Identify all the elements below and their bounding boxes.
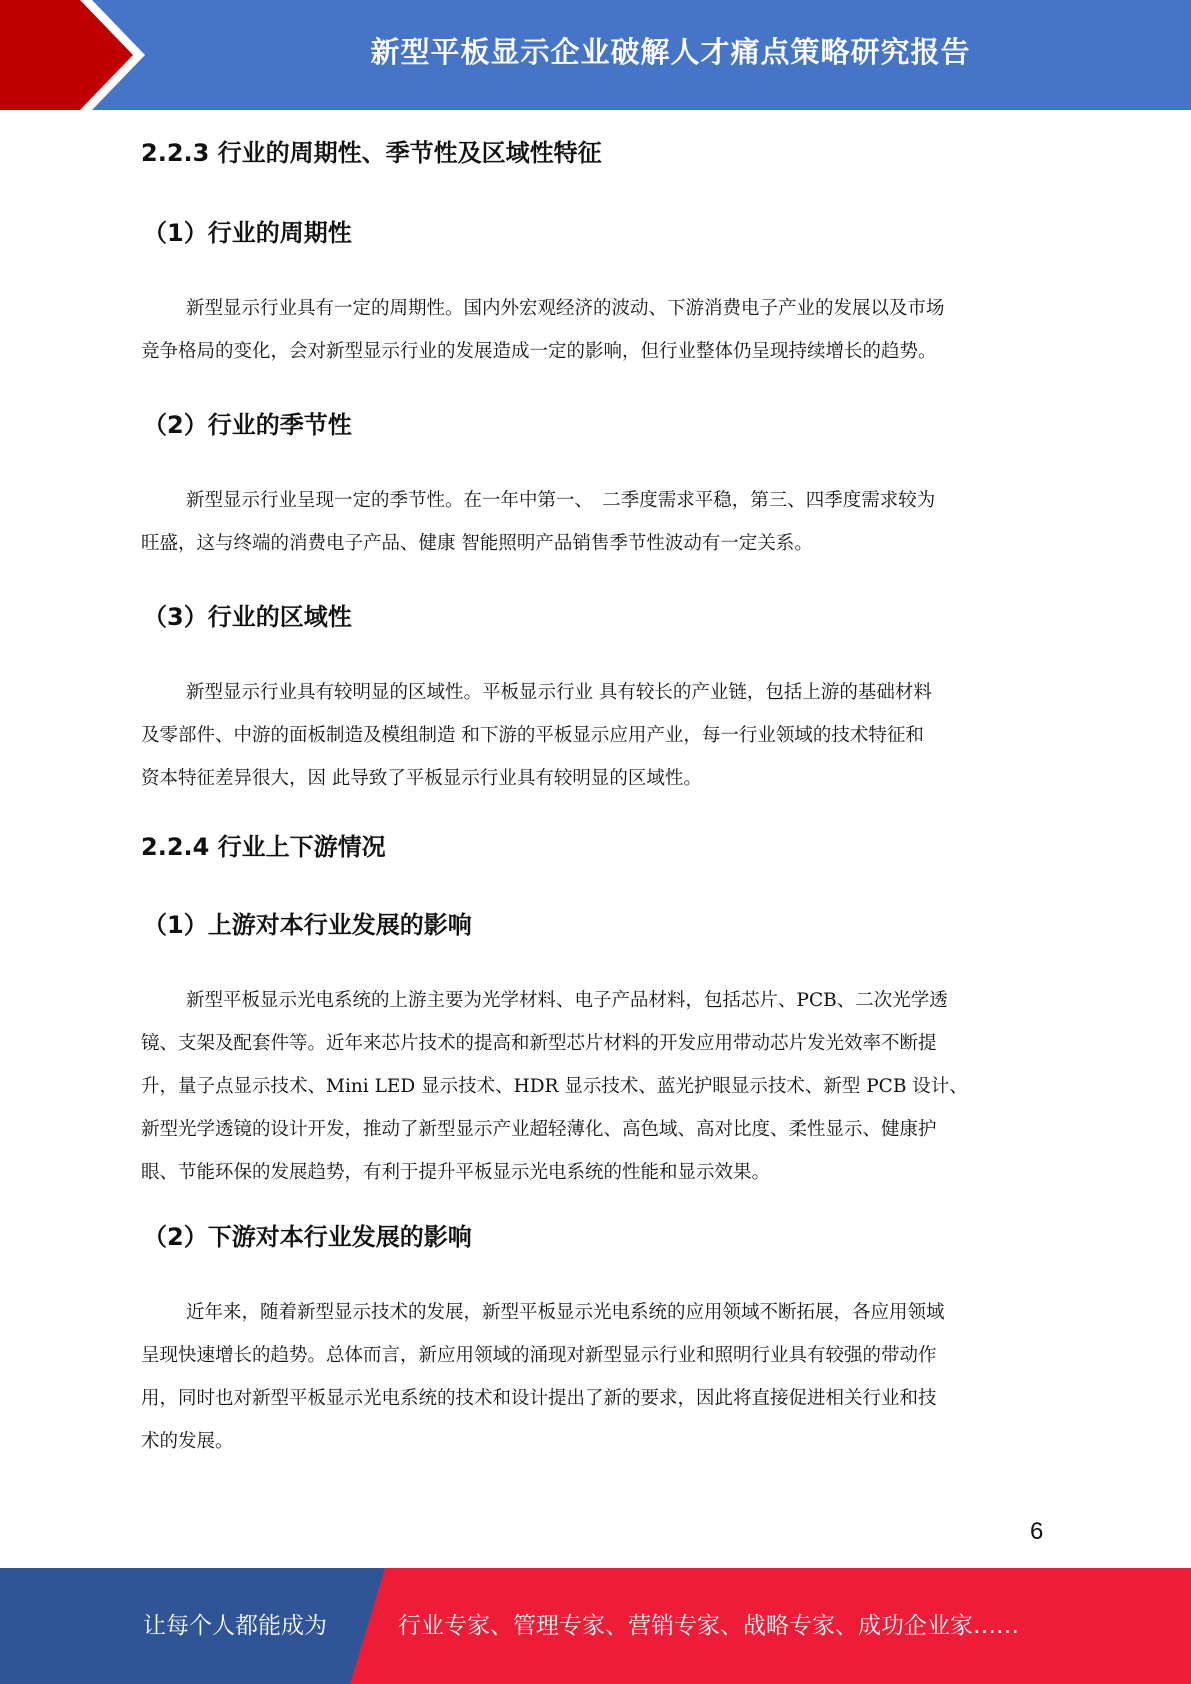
paragraph-line: 眼、节能环保的发展趋势，有利于提升平板显示光电系统的性能和显示效果。 (141, 1162, 771, 1183)
section-heading: 2.2.3 行业的周期性、季节性及区域性特征 (141, 139, 602, 167)
subsection-heading: （2）行业的季节性 (143, 411, 352, 439)
footer-slogan-left: 让每个人都能成为 (143, 1613, 327, 1639)
paragraph-line: 新型显示行业具有较明显的区域性。平板显示行业 具有较长的产业链，包括上游的基础材料 (186, 682, 932, 703)
paragraph-line: 术的发展。 (141, 1431, 234, 1452)
header-chevron-decoration (0, 0, 160, 110)
paragraph-line: 及零部件、中游的面板制造及模组制造 和下游的平板显示应用产业，每一行业领域的技术特征和 (141, 725, 924, 746)
paragraph (141, 287, 1041, 373)
page-header (0, 0, 1191, 110)
paragraph-line: 旺盛，这与终端的消费电子产品、健康 智能照明产品销售季节性波动有一定关系。 (141, 533, 813, 554)
paragraph (141, 671, 1041, 800)
paragraph-line: 新型平板显示光电系统的上游主要为光学材料、电子产品材料，包括芯片、PCB、二次光学透 (186, 990, 948, 1011)
page-number: 6 (1030, 1518, 1044, 1545)
paragraph-line: 用，同时也对新型平板显示光电系统的技术和设计提出了新的要求，因此将直接促进相关行业和技 (141, 1388, 937, 1409)
report-title: 新型平板显示企业破解人才痛点策略研究报告 (370, 35, 971, 69)
page-footer (0, 1568, 1191, 1684)
paragraph-line: 近年来，随着新型显示技术的发展，新型平板显示光电系统的应用领域不断拓展，各应用领域 (186, 1302, 945, 1323)
section-heading: 2.2.4 行业上下游情况 (141, 833, 386, 861)
paragraph-line: 新型显示行业呈现一定的季节性。在一年中第一、 二季度需求平稳，第三、四季度需求较为 (186, 490, 936, 511)
paragraph-line: 呈现快速增长的趋势。总体而言，新应用领域的涌现对新型显示行业和照明行业具有较强的带动作 (141, 1345, 937, 1366)
paragraph (141, 1291, 1041, 1463)
footer-slogan-right: 行业专家、管理专家、营销专家、战略专家、成功企业家…… (398, 1613, 1019, 1639)
paragraph-line: 升，量子点显示技术、Mini LED 显示技术、HDR 显示技术、蓝光护眼显示技术、新型 PCB 设计、 (141, 1076, 968, 1097)
paragraph (141, 979, 1041, 1194)
paragraph-line: 新型光学透镜的设计开发，推动了新型显示产业超轻薄化、高色域、高对比度、柔性显示、健康护 (141, 1119, 937, 1140)
paragraph-line: 镜、支架及配套件等。近年来芯片技术的提高和新型芯片材料的开发应用带动芯片发光效率不断提 (141, 1033, 937, 1054)
paragraph-line: 资本特征差异很大，因 此导致了平板显示行业具有较明显的区域性。 (141, 768, 702, 789)
subsection-heading: （1）上游对本行业发展的影响 (143, 911, 472, 939)
subsection-heading: （2）下游对本行业发展的影响 (143, 1223, 472, 1251)
paragraph-line: 新型显示行业具有一定的周期性。国内外宏观经济的波动、下游消费电子产业的发展以及市场 (186, 298, 945, 319)
paragraph (141, 479, 1041, 565)
subsection-heading: （1）行业的周期性 (143, 219, 352, 247)
subsection-heading: （3）行业的区域性 (143, 603, 352, 631)
paragraph-line: 竞争格局的变化，会对新型显示行业的发展造成一定的影响，但行业整体仍呈现持续增长的趋势。 (141, 341, 937, 362)
